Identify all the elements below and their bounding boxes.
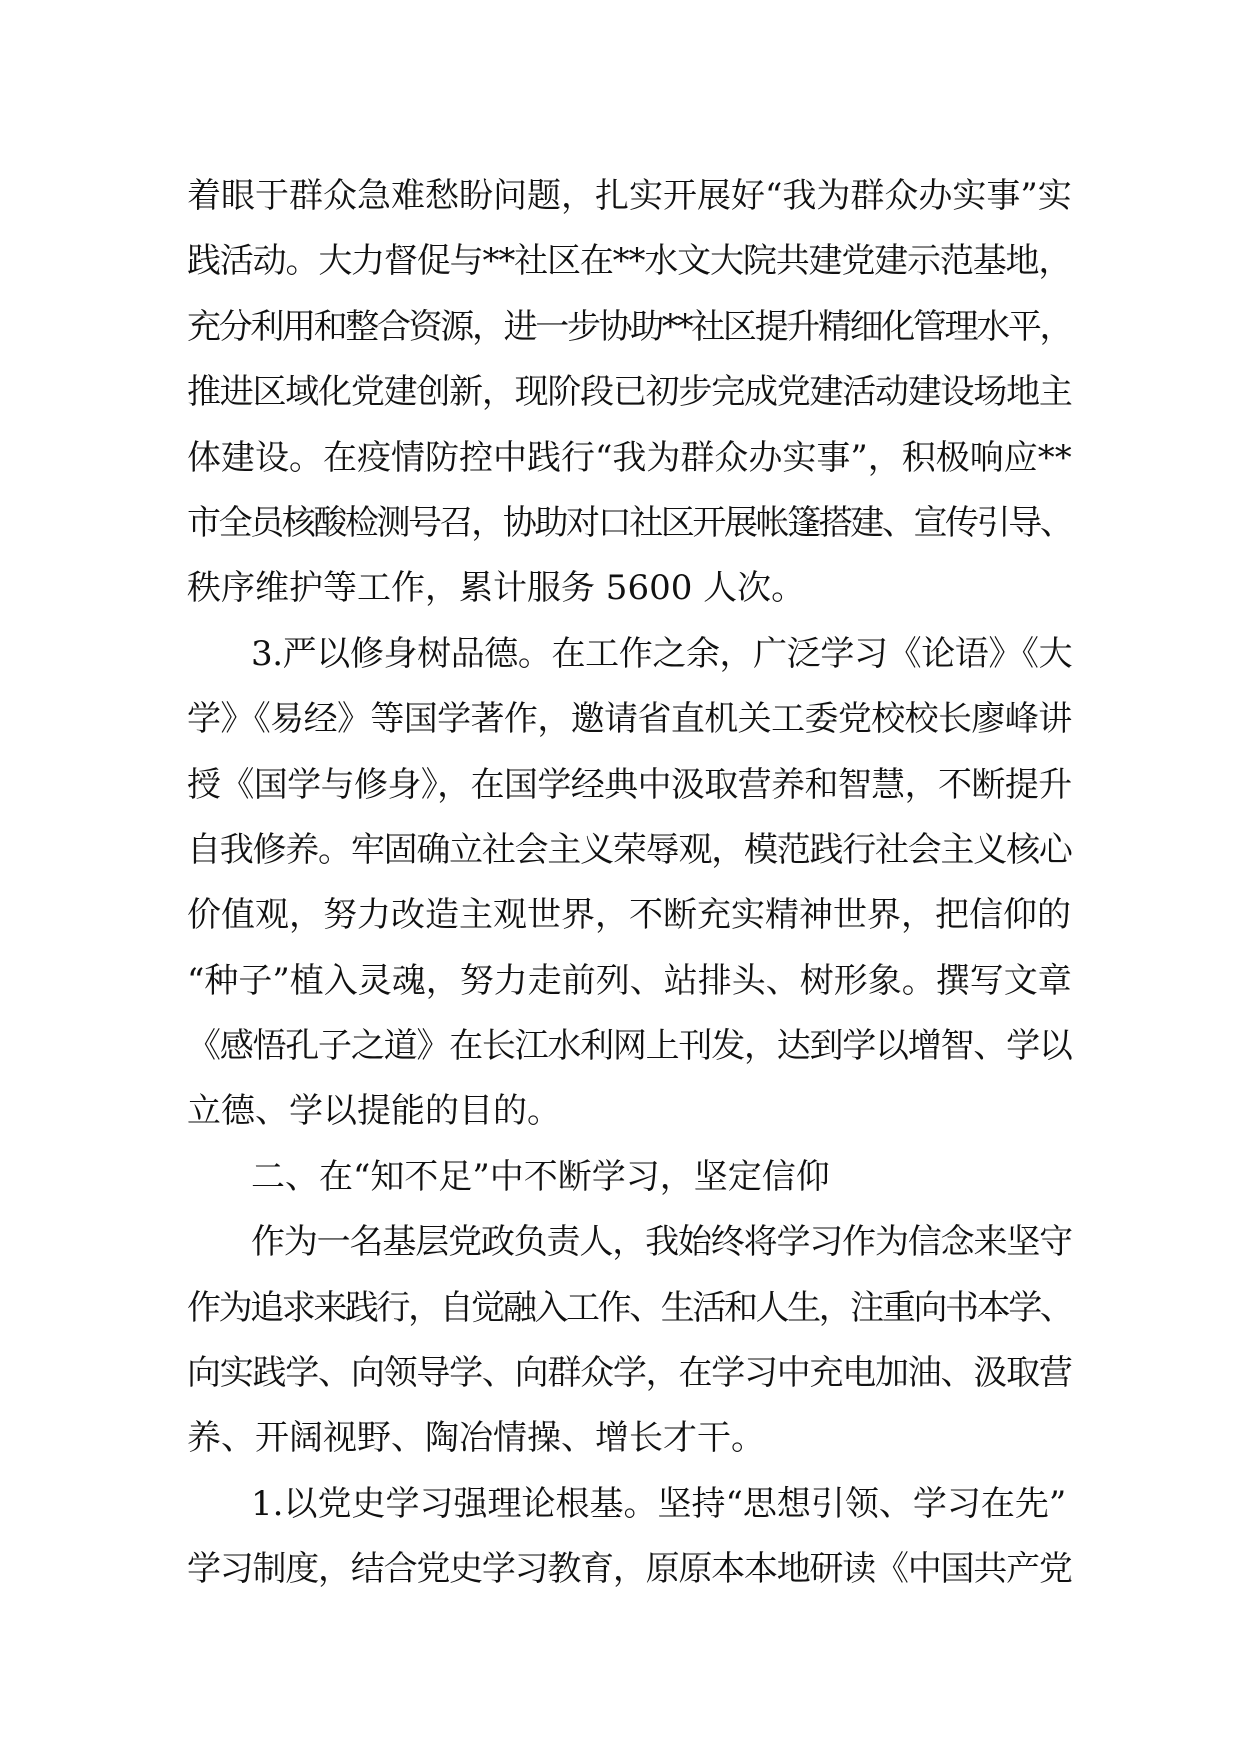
body-text: [187, 164, 1077, 1603]
text-line: 作为一名基层党政负责人，我始终将学习作为信念来坚守: [251, 1222, 1072, 1263]
text-line: 学》《易经》等国学著作，邀请省直机关工委党校校长廖峰讲: [187, 699, 1072, 740]
text-line: 体建设。在疫情防控中践行“我为群众办实事”，积极响应**: [187, 437, 1072, 478]
text-line: 推进区域化党建创新，现阶段已初步完成党建活动建设场地主: [187, 372, 1072, 413]
text-line: 秩序维护等工作，累计服务 5600 人次。: [187, 568, 806, 609]
text-line: 充分利用和整合资源，进一步协助**社区提升精细化管理水平，: [187, 306, 1072, 347]
text-line: 授《国学与修身》，在国学经典中汲取营养和智慧，不断提升: [187, 764, 1072, 805]
text-line: 1.以党史学习强理论根基。坚持“思想引领、学习在先”: [251, 1483, 1067, 1524]
text-line: 学习制度，结合党史学习教育，原原本本地研读《中国共产党: [187, 1549, 1072, 1590]
text-line: 养、开阔视野、陶冶情操、增长才干。: [187, 1418, 765, 1459]
text-line: 践活动。大力督促与**社区在**水文大院共建党建示范基地，: [187, 241, 1072, 282]
text-line: “种子”植入灵魂，努力走前列、站排头、树形象。撰写文章: [187, 960, 1072, 1001]
text-line: 价值观，努力改造主观世界，不断充实精神世界，把信仰的: [187, 895, 1071, 936]
text-line: 二、在“知不足”中不断学习，坚定信仰: [251, 1156, 830, 1197]
text-line: 自我修养。牢固确立社会主义荣辱观，模范践行社会主义核心: [187, 829, 1072, 870]
text-line: 作为追求来践行，自觉融入工作、生活和人生，注重向书本学、: [187, 1287, 1072, 1328]
text-line: 《感悟孔子之道》在长江水利网上刊发，达到学以增智、学以: [187, 1026, 1072, 1067]
text-line: 3.严以修身树品德。在工作之余，广泛学习《论语》《大: [251, 633, 1073, 674]
text-line: 市全员核酸检测号召，协助对口社区开展帐篷搭建、宣传引导、: [187, 502, 1072, 543]
text-line: 着眼于群众急难愁盼问题，扎实开展好“我为群众办实事”实: [187, 176, 1072, 216]
text-line: 向实践学、向领导学、向群众学，在学习中充电加油、汲取营: [187, 1353, 1072, 1394]
text-line: 立德、学以提能的目的。: [187, 1091, 561, 1132]
